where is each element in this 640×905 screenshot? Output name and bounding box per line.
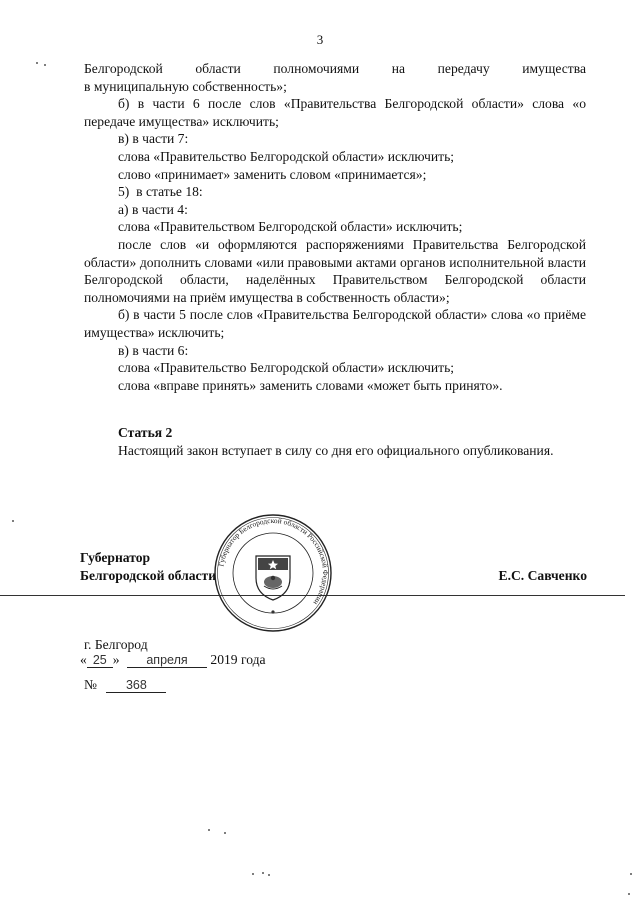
coat-of-arms-icon <box>256 556 290 600</box>
number-line <box>84 677 166 693</box>
paragraph-11: в) в части 6: <box>118 342 189 358</box>
paragraph-7: а) в части 4: <box>118 201 188 217</box>
scan-speck <box>262 872 264 874</box>
paragraph-4: слова «Правительство Белгородской области» исключить; <box>118 148 455 164</box>
paragraph-2: б) в части 6 после слов «Правительства Белгородской области» слова «о передаче имущества» исключить; <box>84 96 586 129</box>
date-month: апреля <box>127 653 207 668</box>
date-close-quote: » <box>112 652 120 667</box>
signature-title <box>80 549 216 584</box>
scan-speck <box>224 832 226 834</box>
document-number: 368 <box>106 678 166 693</box>
paragraph-9: после слов «и оформляются распоряжениями Правительства Белгородской области» дополнить словами «или правовыми актами органов исполнительной власти Белгородской области, наделённых Правительством Белгородской области полномочиями на приём имущества в собственность области»; <box>84 236 586 305</box>
scan-speck <box>628 893 630 895</box>
scan-speck <box>630 873 632 875</box>
city-line: г. Белгород <box>84 637 148 652</box>
paragraph-13: слова «вправе принять» заменить словами «может быть принято». <box>118 377 503 393</box>
signature-title-line-2: Белгородской области <box>80 567 217 583</box>
document-body <box>84 60 586 459</box>
paragraph-3: в) в части 7: <box>118 131 189 147</box>
page-number: 3 <box>316 32 324 47</box>
official-seal <box>212 512 334 634</box>
scan-speck <box>44 64 46 66</box>
scan-speck <box>36 62 38 64</box>
article-text: Настоящий закон вступает в силу со дня его официального опубликования. <box>118 442 554 458</box>
date-open-quote: « <box>80 652 87 667</box>
scan-speck <box>208 829 210 831</box>
scan-speck <box>12 520 14 522</box>
number-label: № <box>84 677 97 692</box>
paragraph-12: слова «Правительство Белгородской области» исключить; <box>118 360 455 376</box>
signer-name: Е.С. Савченко <box>498 568 587 583</box>
paragraph-10: б) в части 5 после слов «Правительства Белгородской области» слова «о приёме имущества» исключить; <box>84 307 586 340</box>
date-day: 25 <box>87 653 113 668</box>
paragraph-5: слово «принимает» заменить словом «принимается»; <box>118 166 427 182</box>
scan-speck <box>252 873 254 875</box>
paragraph-8: слова «Правительством Белгородской области» исключить; <box>118 219 463 235</box>
date-year: 2019 года <box>210 652 266 667</box>
scan-speck <box>268 874 270 876</box>
paragraph-6: 5) в статье 18: <box>118 184 203 200</box>
article-title: Статья 2 <box>118 425 173 441</box>
signature-title-line-1: Губернатор <box>80 550 151 565</box>
paragraph-1-line-1: Белгородской области полномочиями на передачу имущества <box>84 61 586 76</box>
spacer <box>84 394 586 424</box>
paragraph-1-line-2: в муниципальную собственность»; <box>84 78 287 94</box>
date-line <box>80 652 266 668</box>
seal-ring-text: Губернатор Белгородской области Российской Федерации <box>216 515 331 607</box>
